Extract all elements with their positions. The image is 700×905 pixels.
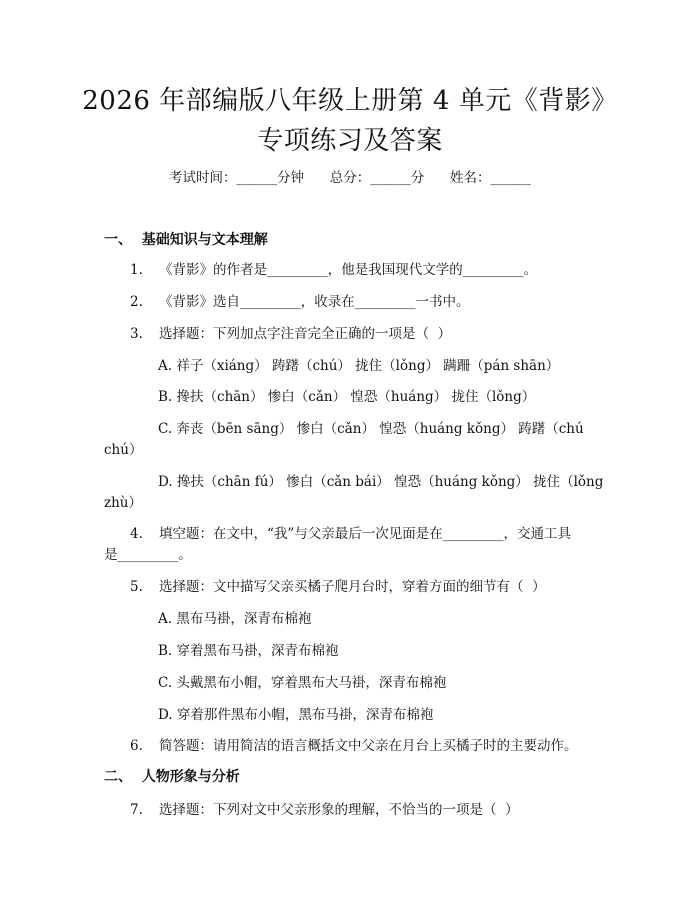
exam-time-label: 考试时间：______分钟 (169, 170, 304, 186)
question-text: 选择题：下列加点字注音完全正确的一项是（ ） (159, 326, 452, 342)
option-3d-continued: zhù） (104, 495, 143, 511)
question-text: 填空题：在文中，“我”与父亲最后一次见面是在_________，交通工具 (159, 526, 572, 542)
question-number: 2. (130, 294, 143, 310)
question-text: 选择题：下列对文中父亲形象的理解，不恰当的一项是（ ） (159, 802, 519, 818)
option-3b: B. 搀扶（chān） 惨白（cǎn） 惶恐（huáng） 拢住（lǒng） (158, 389, 536, 405)
question-number: 6. (130, 738, 143, 754)
question-number: 7. (130, 802, 143, 818)
question-number: 5. (130, 579, 143, 595)
question-text: 《背影》选自_________，收录在_________一书中。 (159, 294, 470, 310)
option-5b: B. 穿着黑布马褂，深青布棉袍 (158, 643, 339, 659)
question-number: 4. (130, 526, 143, 542)
page-title-line2: 专项练习及答案 (257, 126, 443, 156)
question-text: 《背影》的作者是_________，他是我国现代文学的_________。 (159, 262, 537, 278)
option-5c: C. 头戴黑布小帽，穿着黑布大马褂，深青布棉袍 (158, 675, 447, 691)
student-name-label: 姓名：______ (450, 170, 531, 186)
option-5d: D. 穿着那件黑布小帽，黑布马褂，深青布棉袍 (158, 707, 434, 723)
total-score-label: 总分：______分 (329, 170, 425, 186)
section-heading-2: 二、 人物形象与分析 (104, 769, 240, 785)
option-3d: D. 搀扶（chān fú） 惨白（cǎn bái） 惶恐（huáng kǒng） 拢住（lǒng (158, 474, 604, 490)
option-3c: C. 奔丧（bēn sāng） 惨白（cǎn） 惶恐（huáng kǒng） 踌躇（chú (158, 421, 584, 437)
question-text: 简答题：请用简洁的语言概括文中父亲在月台上买橘子时的主要动作。 (159, 738, 578, 754)
question-number: 1. (130, 262, 143, 278)
option-3c-continued: chú） (104, 442, 143, 458)
section-heading-1: 一、 基础知识与文本理解 (104, 232, 268, 248)
question-4-continued: 是_________。 (104, 547, 192, 563)
exam-meta (0, 169, 700, 187)
question-7 (104, 800, 602, 880)
question-text: 选择题：文中描写父亲买橘子爬月台时，穿着方面的细节有（ ） (159, 579, 546, 595)
option-5a: A. 黑布马褂，深青布棉袍 (158, 611, 312, 627)
question-number: 3. (130, 326, 143, 342)
option-3a: A. 祥子（xiáng） 踌躇（chú） 拢住（lǒng） 蹒跚（pán shān） (158, 358, 560, 374)
page-title-line1: 2026 年部编版八年级上册第 4 单元《背影》 (82, 86, 618, 116)
